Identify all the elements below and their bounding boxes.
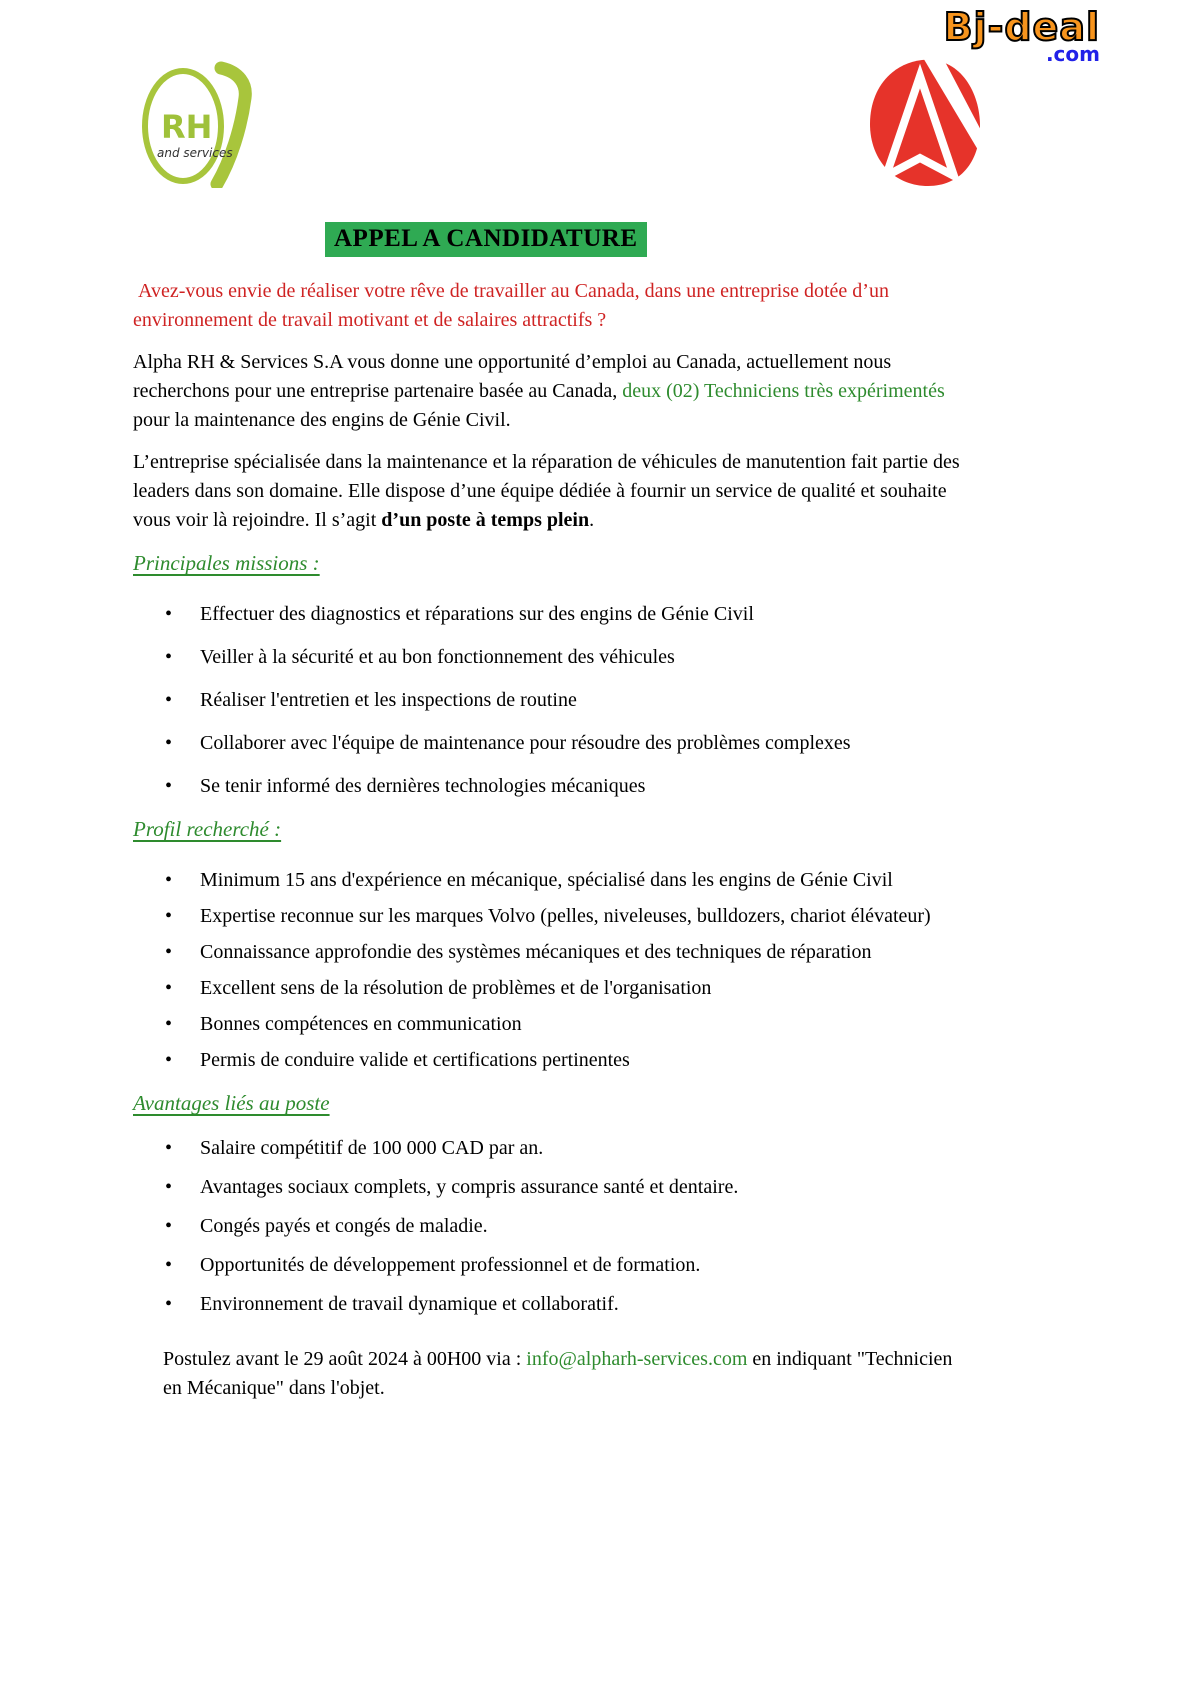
list-item (165, 866, 965, 895)
list-item-text: Veiller à la sécurité et au bon fonctionnement des véhicules (200, 646, 675, 668)
bullet-dot-icon: • (165, 1254, 173, 1276)
list-item (165, 1251, 965, 1280)
opportunity-text-after: pour la maintenance des engins de Génie Civil. (133, 409, 511, 431)
list-item (165, 1212, 965, 1241)
list-item-text: Avantages sociaux complets, y compris assurance santé et dentaire. (200, 1176, 739, 1198)
list-item (165, 1173, 965, 1202)
opportunity-text-before: Alpha RH & Services S.A vous donne une opportunité d’emploi au Canada, actuellement nous recherchons pour une entreprise partenaire basée au Canada, (133, 351, 892, 402)
list-item-text: Effectuer des diagnostics et réparations sur des engins de Génie Civil (200, 603, 754, 625)
document-body (133, 222, 965, 1403)
bullet-dot-icon: • (165, 869, 173, 891)
profile-heading: Profil recherché : (133, 817, 282, 841)
red-arrow-logo-icon (866, 56, 984, 190)
bullet-dot-icon: • (165, 1049, 173, 1071)
list-item (165, 729, 965, 758)
bullet-dot-icon: • (165, 1215, 173, 1237)
company-text-after: . (589, 509, 595, 531)
list-item (165, 686, 965, 715)
missions-heading: Principales missions : (133, 551, 320, 575)
intro-question-paragraph: Avez-vous envie de réaliser votre rêve de travailler au Canada, dans une entreprise dotée d’un environnement de travail motivant et de salaires attractifs ? (133, 280, 889, 331)
bullet-dot-icon: • (165, 689, 173, 711)
list-item (165, 974, 965, 1003)
list-item-text: Connaissance approfondie des systèmes mécaniques et des techniques de réparation (200, 941, 872, 963)
rh-logo-subtext: and services (157, 146, 233, 160)
bjdeal-logo-text: Bj-deal (943, 5, 1100, 49)
benefits-list (133, 1134, 965, 1319)
list-item (165, 772, 965, 801)
bullet-dot-icon: • (165, 941, 173, 963)
list-item (165, 1290, 965, 1319)
technicians-highlight-text: deux (02) Techniciens très expérimentés (622, 380, 945, 402)
list-item-text: Congés payés et congés de maladie. (200, 1215, 488, 1237)
bullet-dot-icon: • (165, 905, 173, 927)
bullet-dot-icon: • (165, 1137, 173, 1159)
bjdeal-tld-text: .com (1045, 42, 1100, 66)
bullet-dot-icon: • (165, 732, 173, 754)
alpha-shape-icon (135, 60, 257, 188)
arrow-emblem-icon (866, 56, 984, 190)
application-email-link[interactable]: info@alpharh-services.com (526, 1348, 748, 1370)
company-paragraph (133, 448, 965, 535)
list-item-text: Excellent sens de la résolution de problèmes et de l'organisation (200, 977, 712, 999)
bullet-dot-icon: • (165, 775, 173, 797)
benefits-heading: Avantages liés au poste (133, 1091, 330, 1115)
list-item-text: Permis de conduire valide et certifications pertinentes (200, 1049, 630, 1071)
profile-list (133, 866, 965, 1075)
bullet-dot-icon: • (165, 1293, 173, 1315)
full-time-bold-text: d’un poste à temps plein (381, 509, 590, 531)
list-item-text: Expertise reconnue sur les marques Volvo (pelles, niveleuses, bulldozers, chariot élévateur) (200, 905, 931, 927)
apply-instructions-paragraph (163, 1345, 963, 1403)
alpha-rh-logo-icon (135, 60, 257, 188)
list-item-text: Opportunités de développement professionnel et de formation. (200, 1254, 701, 1276)
bullet-dot-icon: • (165, 1013, 173, 1035)
list-item (165, 600, 965, 629)
rh-logo-text: RH (161, 108, 213, 146)
list-item (165, 902, 965, 931)
bullet-dot-icon: • (165, 646, 173, 668)
page-title: APPEL A CANDIDATURE (325, 222, 647, 257)
company-text-before: L’entreprise spécialisée dans la maintenance et la réparation de véhicules de manutention fait partie des leaders dans son domaine. Elle dispose d’une équipe dédiée à fournir un service de qualité et souhaite vous voir là rejoindre. Il s’agit (133, 451, 960, 531)
list-item-text: Minimum 15 ans d'expérience en mécanique, spécialisé dans les engins de Génie Civil (200, 869, 893, 891)
bullet-dot-icon: • (165, 977, 173, 999)
missions-list (133, 600, 965, 801)
list-item-text: Se tenir informé des dernières technologies mécaniques (200, 775, 646, 797)
list-item (165, 1046, 965, 1075)
list-item (165, 1010, 965, 1039)
list-item-text: Salaire compétitif de 100 000 CAD par an. (200, 1137, 544, 1159)
bullet-dot-icon: • (165, 1176, 173, 1198)
apply-text-before: Postulez avant le 29 août 2024 à 00H00 via : (163, 1348, 527, 1370)
opportunity-paragraph (133, 348, 965, 435)
list-item-text: Collaborer avec l'équipe de maintenance pour résoudre des problèmes complexes (200, 732, 851, 754)
list-item (165, 643, 965, 672)
list-item (165, 938, 965, 967)
list-item-text: Environnement de travail dynamique et collaboratif. (200, 1293, 619, 1315)
list-item-text: Réaliser l'entretien et les inspections de routine (200, 689, 577, 711)
list-item-text: Bonnes compétences en communication (200, 1013, 522, 1035)
apply-text-after: en indiquant "Technicien en Mécanique" dans l'objet. (163, 1348, 953, 1399)
list-item (165, 1134, 965, 1163)
bullet-dot-icon: • (165, 603, 173, 625)
